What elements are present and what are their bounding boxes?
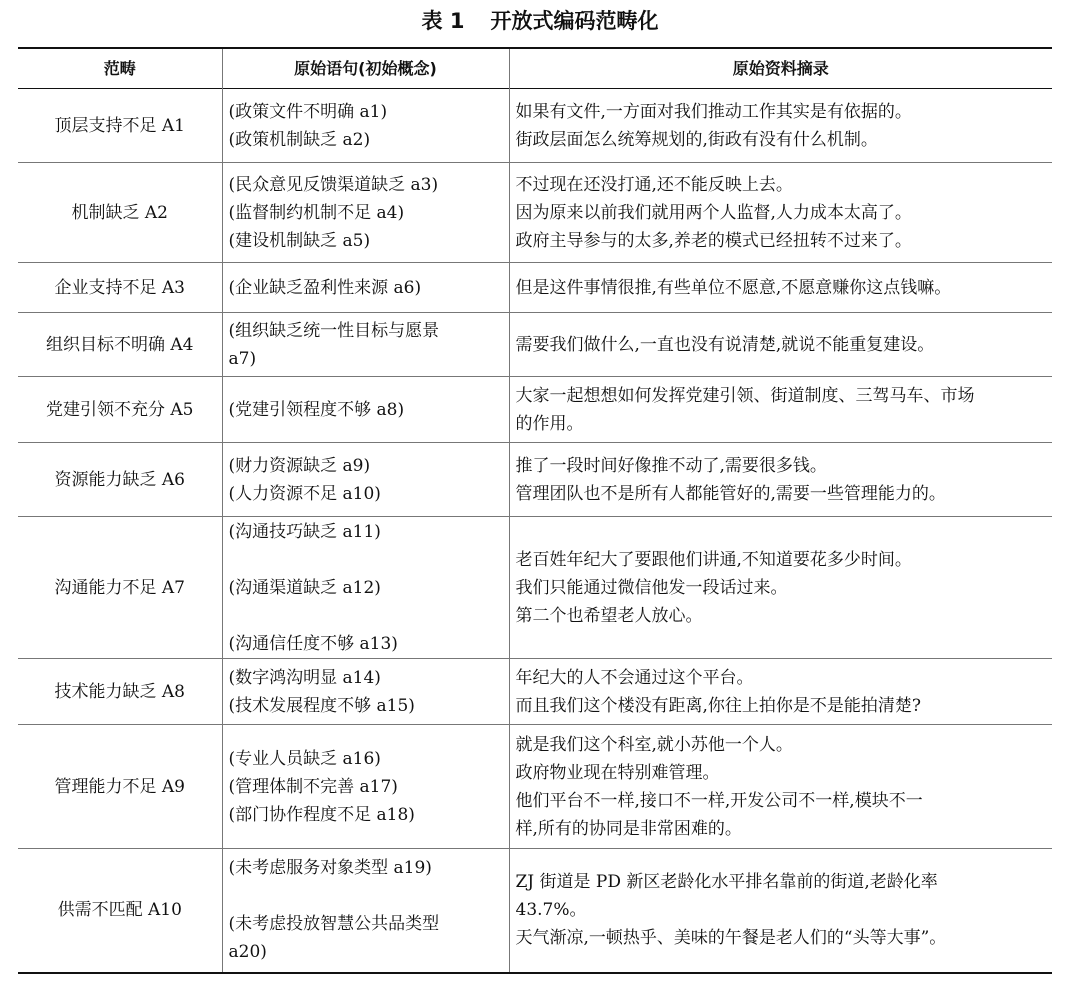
table-row — [18, 263, 1052, 313]
concept-line: (人力资源不足 a10) — [228, 483, 381, 504]
excerpts-cell — [509, 163, 1052, 263]
excerpts-cell — [509, 89, 1052, 163]
table-title — [0, 4, 1080, 38]
excerpts-cell — [509, 517, 1052, 659]
concept-line — [229, 546, 503, 574]
excerpt-line: 管理团队也不是所有人都能管好的,需要一些管理能力的。 — [515, 483, 946, 504]
table-row — [18, 849, 1052, 973]
excerpt-line: 因为原来以前我们就用两个人监督,人力成本太高了。 — [515, 202, 912, 223]
table-number: 表 1 — [421, 9, 465, 33]
concepts-cell — [222, 89, 509, 163]
concept-line: (监督制约机制不足 a4) — [228, 202, 405, 223]
category-cell: 顶层支持不足 A1 — [54, 115, 185, 136]
excerpt-line: 而且我们这个楼没有距离,你往上拍你是不是能拍清楚? — [515, 695, 922, 716]
excerpt-line: ZJ 街道是 PD 新区老龄化水平排名靠前的街道,老龄化率 — [515, 872, 938, 893]
concepts-cell — [222, 443, 509, 517]
concepts-cell — [222, 849, 509, 973]
concept-line: (管理体制不完善 a17) — [228, 776, 398, 797]
concept-line — [229, 882, 503, 910]
header-category: 范畴 — [103, 58, 136, 78]
table-row — [18, 443, 1052, 517]
concept-line: (部门协作程度不足 a18) — [228, 804, 415, 825]
concept-line: (建设机制缺乏 a5) — [228, 230, 371, 251]
concepts-cell — [222, 313, 509, 377]
concepts-cell — [222, 263, 509, 313]
concept-line: (未考虑投放智慧公共品类型 — [228, 914, 440, 935]
excerpt-line: 街政层面怎么统筹规划的,街政有没有什么机制。 — [515, 129, 878, 150]
excerpt-line: 他们平台不一样,接口不一样,开发公司不一样,模块不一 — [515, 790, 923, 811]
excerpt-line: 我们只能通过微信他发一段话过来。 — [515, 577, 788, 598]
table-row — [18, 163, 1052, 263]
concept-line: (专业人员缺乏 a16) — [228, 748, 381, 769]
excerpt-line: 43.7%。 — [515, 900, 587, 921]
concept-line: (数字鸿沟明显 a14) — [228, 667, 381, 688]
concept-line: (组织缺乏统一性目标与愿景 — [228, 320, 440, 341]
excerpt-line: 第二个也希望老人放心。 — [515, 605, 703, 626]
table-row — [18, 89, 1052, 163]
concept-line: (沟通技巧缺乏 a11) — [228, 521, 381, 542]
concept-line: a20) — [228, 942, 267, 963]
concept-line: (政策文件不明确 a1) — [228, 101, 388, 122]
excerpt-line: 推了一段时间好像推不动了,需要很多钱。 — [515, 455, 827, 476]
concept-line: (沟通渠道缺乏 a12) — [228, 577, 381, 598]
table-title-text: 开放式编码范畴化 — [490, 9, 659, 33]
category-cell: 党建引领不充分 A5 — [46, 399, 194, 420]
table-row — [18, 659, 1052, 725]
excerpt-line: 天气渐凉,一顿热乎、美味的午餐是老人们的“头等大事”。 — [515, 928, 947, 949]
category-cell: 机制缺乏 A2 — [71, 202, 168, 223]
excerpt-line: 老百姓年纪大了要跟他们讲通,不知道要花多少时间。 — [515, 549, 912, 570]
category-cell: 沟通能力不足 A7 — [54, 577, 185, 598]
table-row — [18, 377, 1052, 443]
concepts-cell — [222, 377, 509, 443]
header-excerpts: 原始资料摘录 — [509, 48, 1052, 89]
category-cell: 管理能力不足 A9 — [54, 776, 185, 797]
concept-line: a7) — [228, 348, 257, 369]
excerpt-line: 政府物业现在特别难管理。 — [515, 762, 720, 783]
coding-table — [18, 47, 1052, 974]
concept-line: (沟通信任度不够 a13) — [228, 633, 398, 654]
excerpts-cell — [509, 659, 1052, 725]
excerpt-line: 但是这件事情很推,有些单位不愿意,不愿意赚你这点钱嘛。 — [515, 277, 952, 298]
concept-line: (技术发展程度不够 a15) — [228, 695, 415, 716]
table-row — [18, 725, 1052, 849]
excerpt-line: 就是我们这个科室,就小苏他一个人。 — [515, 734, 793, 755]
excerpts-cell — [509, 313, 1052, 377]
concept-line: (政策机制缺乏 a2) — [228, 129, 371, 150]
concept-line — [229, 602, 503, 630]
excerpt-line: 年纪大的人不会通过这个平台。 — [515, 667, 754, 688]
header-concepts: 原始语句(初始概念) — [222, 48, 509, 89]
table-body — [18, 89, 1052, 973]
excerpts-cell — [509, 725, 1052, 849]
excerpt-line: 需要我们做什么,一直也没有说清楚,就说不能重复建设。 — [515, 334, 935, 355]
concept-line: (党建引领程度不够 a8) — [228, 399, 405, 420]
category-cell: 资源能力缺乏 A6 — [54, 469, 185, 490]
table-row — [18, 313, 1052, 377]
category-cell: 技术能力缺乏 A8 — [54, 681, 185, 702]
excerpt-line: 样,所有的协同是非常困难的。 — [515, 818, 742, 839]
concept-line: (民众意见反馈渠道缺乏 a3) — [228, 174, 439, 195]
excerpts-cell — [509, 263, 1052, 313]
excerpt-line: 的作用。 — [515, 413, 584, 434]
excerpts-cell — [509, 849, 1052, 973]
excerpt-line: 大家一起想想如何发挥党建引领、街道制度、三驾马车、市场 — [515, 385, 975, 406]
excerpt-line: 政府主导参与的太多,养老的模式已经扭转不过来了。 — [515, 230, 912, 251]
category-cell: 企业支持不足 A3 — [54, 277, 185, 298]
concept-line: (企业缺乏盈利性来源 a6) — [228, 277, 422, 298]
concepts-cell — [222, 725, 509, 849]
concepts-cell — [222, 517, 509, 659]
concept-line: (财力资源缺乏 a9) — [228, 455, 371, 476]
excerpt-line: 不过现在还没打通,还不能反映上去。 — [515, 174, 793, 195]
category-cell: 供需不匹配 A10 — [57, 900, 182, 921]
excerpts-cell — [509, 377, 1052, 443]
category-cell: 组织目标不明确 A4 — [46, 334, 194, 355]
concept-line: (未考虑服务对象类型 a19) — [228, 858, 432, 879]
table-row — [18, 517, 1052, 659]
concepts-cell — [222, 659, 509, 725]
header-row — [18, 48, 1052, 89]
concepts-cell — [222, 163, 509, 263]
excerpts-cell — [509, 443, 1052, 517]
excerpt-line: 如果有文件,一方面对我们推动工作其实是有依据的。 — [515, 101, 912, 122]
